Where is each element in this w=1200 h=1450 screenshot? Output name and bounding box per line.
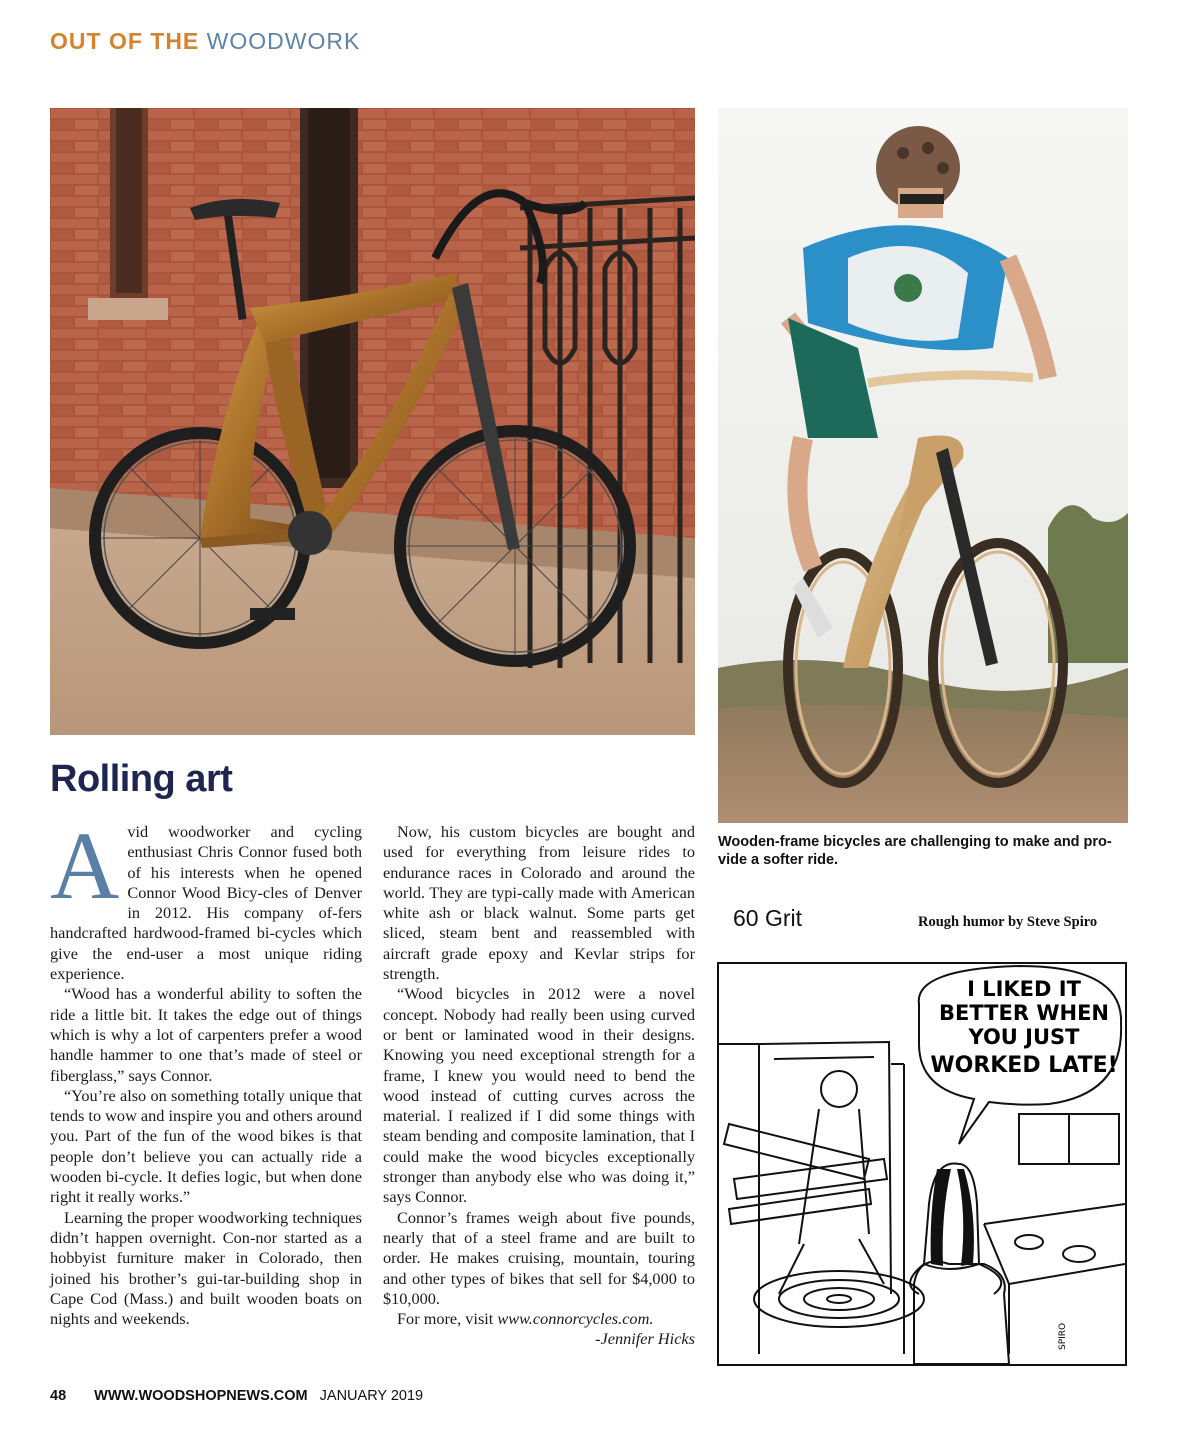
article-paragraph: “Wood has a wonderful ability to soften the ride a little bit. It takes the edge out of things which is why a lot of carpenters prefer a wood handle hammer to one that’s made of steel or fiberglass,” says Connor. (50, 984, 362, 1085)
author-signature: -Jennifer Hicks (595, 1329, 695, 1349)
website-link[interactable]: www.connorcycles.com. (497, 1309, 654, 1329)
footer-website[interactable]: WWW.WOODSHOPNEWS.COM (94, 1388, 308, 1404)
bicycle-photo-image (50, 108, 695, 735)
issue-date: JANUARY 2019 (319, 1388, 424, 1404)
article-paragraph: Avid woodworker and cycling enthusiast Chris Connor fused both of his interests when he opened Connor Wood Bicy-cles of Denver in 2012. His company of-fers handcrafted hardwood-framed bi-cycles which give the end-user a most unique riding experience. (50, 812, 362, 984)
drop-cap: A (50, 812, 120, 919)
article-column-1 (50, 812, 362, 1329)
article-paragraph: “You’re also on something totally unique that tends to wow and inspire you and others around you. Part of the fun of the wood bikes is that people don’t believe you can actually ride a wooden bi-cycle. It defies logic, but when done right it really works.” (50, 1085, 362, 1207)
speech-bubble-line: YOU JUST (968, 1025, 1080, 1049)
rider-photo (718, 108, 1128, 823)
page-number: 48 (50, 1388, 67, 1404)
more-info: For more, visit www.connorcycles.com. (397, 1309, 654, 1329)
page-footer (50, 1388, 423, 1404)
cartoon-panel (717, 962, 1127, 1366)
article-headline: Rolling art (50, 758, 233, 800)
cartoon-title: 60 Grit (733, 905, 803, 931)
speech-bubble-line: I LIKED IT (967, 977, 1081, 1001)
photo-caption: Wooden-frame bicycles are challenging to make and pro-vide a softer ride. (718, 834, 1112, 868)
article-column-2 (383, 822, 695, 1350)
article-paragraph: “Wood bicycles in 2012 were a novel concept. Nobody had really been using curved or bent or laminated wood in their designs. Knowing you need exceptional strength for a frame, I knew you would need to bend the wood instead of cutting curves across the material. I realized if I did some things with steam bending and composite lamination, that I could make the wood bicycles exceptionally stronger than anybody else who was doing it,” says Connor. (383, 984, 695, 1207)
speech-bubble-line: WORKED LATE! (930, 1053, 1118, 1078)
article-paragraph: Learning the proper woodworking techniques didn’t happen overnight. Con-nor started as a hobbyist furniture maker in Colorado, then joined his brother’s gui-tar-building shop in Cape Cod (Mass.) and built wooden boats on nights and weekends. (50, 1207, 362, 1329)
article-paragraph: Connor’s frames weigh about five pounds, nearly that of a steel frame and are built to order. He makes cruising, mountain, touring and other types of bikes that sell for $4,000 to $10,000. (383, 1207, 695, 1308)
cartoon-drawing (719, 964, 1125, 1364)
section-header (50, 28, 360, 55)
cartoon-credit: Rough humor by Steve Spiro (918, 914, 1098, 930)
bicycle-photo (50, 108, 695, 735)
speech-bubble-line: BETTER WHEN (939, 1001, 1109, 1025)
cartoonist-signature: SPIRO (1058, 1322, 1068, 1350)
article-paragraph: Now, his custom bicycles are bought and used for everything from leisure rides to endurance races in Colorado and around the world. They are typi-cally made with American white ash or black walnut. Some parts get sliced, steam bent and reassembled with aircraft grade epoxy and Kevlar strips for strength. (383, 822, 695, 984)
rider-photo-image (718, 108, 1128, 823)
section-header-word2: WOODWORK (206, 28, 361, 54)
section-header-word1: OUT OF THE (50, 28, 200, 54)
